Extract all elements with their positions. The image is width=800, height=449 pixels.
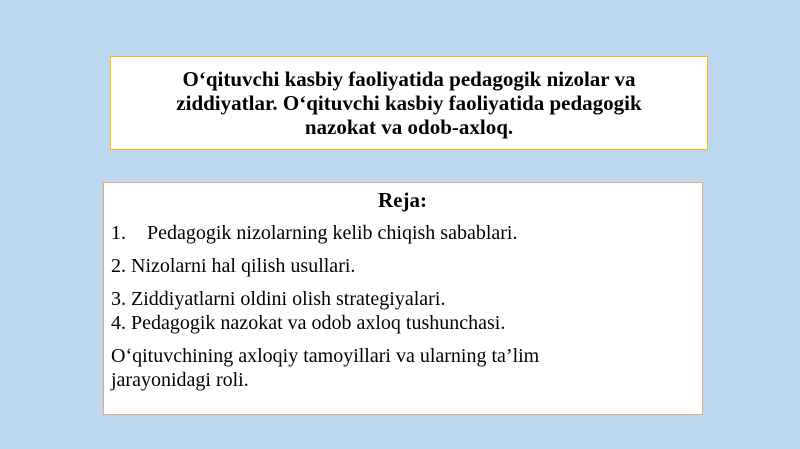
title-box bbox=[110, 56, 708, 150]
plan-item-5-line-1: O‘qituvchining axloqiy tamoyillari va ularning ta’lim bbox=[111, 345, 540, 367]
plan-box bbox=[103, 182, 703, 415]
plan-item-5-line-2: jarayonidagi roli. bbox=[111, 369, 249, 391]
plan-item-1-text: Pedagogik nizolarning kelib chiqish sabablari. bbox=[147, 222, 518, 244]
title-line-1: O‘qituvchi kasbiy faoliyatida pedagogik nizolar va bbox=[182, 67, 636, 91]
plan-item-4: 4. Pedagogik nazokat va odob axloq tushunchasi. bbox=[111, 312, 506, 334]
plan-item-5 bbox=[111, 344, 694, 392]
title-line-3: nazokat va odob-axloq. bbox=[304, 115, 514, 139]
plan-heading: Reja: bbox=[378, 188, 427, 212]
plan-item-1 bbox=[111, 221, 694, 245]
slide-title bbox=[176, 67, 641, 139]
plan-item-2: 2. Nizolarni hal qilish usullari. bbox=[111, 255, 356, 277]
title-line-2: ziddiyatlar. O‘qituvchi kasbiy faoliyatida pedagogik bbox=[176, 91, 642, 115]
plan-item-3: 3. Ziddiyatlarni oldini olish strategiyalari. bbox=[111, 288, 446, 310]
plan-item-1-number: 1. bbox=[111, 222, 126, 244]
